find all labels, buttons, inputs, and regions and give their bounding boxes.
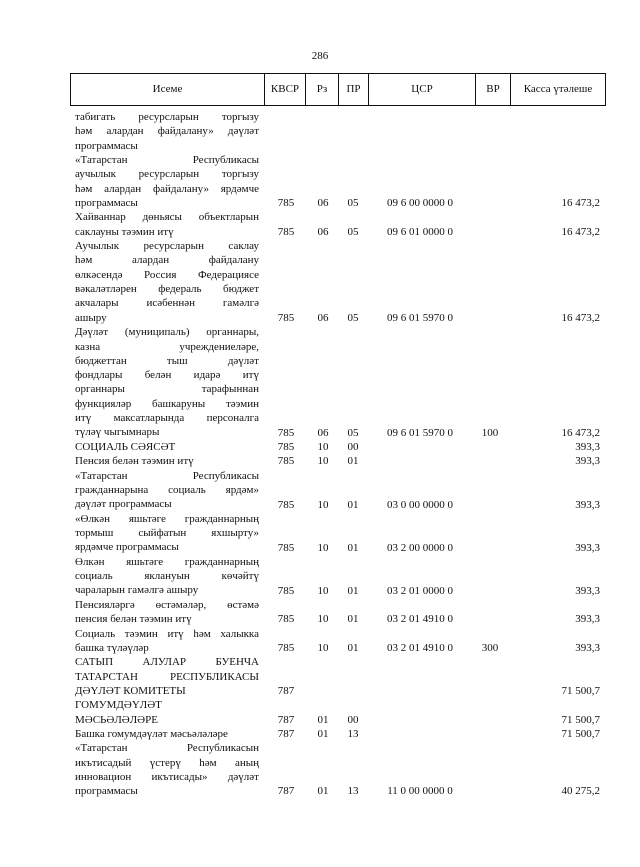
row-rz: 10	[317, 498, 329, 511]
table-row	[0, 454, 640, 468]
row-name-line: «Өлкән яшьтәге гражданнарның	[75, 512, 259, 525]
row-name-line: һәм алардан файдалану» ярдәмче	[75, 182, 259, 195]
row-pr: 00	[347, 713, 359, 726]
row-sum: 16 473,2	[561, 197, 600, 210]
row-csr: 03 2 01 4910 0	[387, 641, 453, 654]
row-name-line: ТАТАРСТАН РЕСПУБЛИКАСЫ	[75, 670, 259, 683]
row-pr: 01	[347, 584, 359, 597]
row-sum: 40 275,2	[561, 785, 600, 798]
row-name-line: фондлары белән идарә итү	[75, 369, 259, 382]
row-name-line: Социаль тәэмин итү һәм халыкка	[75, 627, 259, 640]
row-sum: 16 473,2	[561, 225, 600, 238]
row-sum: 71 500,7	[561, 728, 600, 741]
row-csr: 11 0 00 0000 0	[387, 785, 453, 798]
row-name-line: башка түләүләр	[75, 641, 149, 654]
row-name	[75, 469, 259, 512]
row-name	[75, 655, 259, 698]
row-pr: 01	[347, 613, 359, 626]
table-row	[0, 469, 640, 512]
row-name-line: чараларын гамәлгә ашыру	[75, 584, 199, 597]
row-kvsr: 785	[277, 641, 295, 654]
row-name-line: МӘСЬӘЛӘЛӘРЕ	[75, 713, 158, 726]
row-name-line: саклауны тәэмин итү	[75, 225, 174, 238]
row-rz: 10	[317, 441, 329, 454]
row-pr: 01	[347, 641, 359, 654]
row-name-line: бюджеттан тыш дәүләт	[75, 354, 259, 367]
table-row	[0, 655, 640, 698]
row-rz: 06	[317, 225, 329, 238]
row-rz: 01	[317, 713, 329, 726]
header-name: Исеме	[71, 74, 265, 105]
row-name-line: Өлкән яшьтәге гражданнарның	[75, 555, 259, 568]
row-name-line: икътисадый үстерү һәм аның	[75, 756, 259, 769]
row-name	[75, 110, 259, 153]
table-row	[0, 512, 640, 555]
row-sum: 71 500,7	[561, 685, 600, 698]
row-name-line: органнары тарафыннан	[75, 383, 259, 396]
table-row	[0, 698, 640, 727]
row-rz: 10	[317, 541, 329, 554]
row-kvsr: 787	[277, 713, 295, 726]
row-kvsr: 785	[277, 498, 295, 511]
row-name-line: «Татарстан Республикасы	[75, 469, 259, 482]
row-name-line: табигать ресурсларын торгызу	[75, 111, 259, 123]
table-header	[70, 73, 606, 106]
row-kvsr: 785	[277, 311, 295, 324]
row-name	[75, 210, 259, 239]
row-kvsr: 785	[277, 584, 295, 597]
row-name-line: аучылык ресурсларын торгызу	[75, 168, 259, 181]
table-row	[0, 555, 640, 598]
row-pr: 01	[347, 455, 359, 468]
row-csr: 09 6 01 5970 0	[387, 426, 453, 439]
header-kvsr: КВСР	[265, 74, 306, 105]
row-sum: 393,3	[575, 498, 600, 511]
row-rz: 06	[317, 426, 329, 439]
row-sum: 393,3	[575, 584, 600, 597]
row-csr: 09 6 01 5970 0	[387, 311, 453, 324]
row-sum: 393,3	[575, 455, 600, 468]
row-name-line: ДӘҮЛӘТ КОМИТЕТЫ	[75, 684, 186, 697]
row-csr: 09 6 01 0000 0	[387, 225, 453, 238]
row-name-line: Дәүләт (муниципаль) органнары,	[75, 326, 259, 339]
row-name-line: итү максатларында персоналга	[75, 412, 259, 425]
row-name	[75, 698, 259, 727]
row-pr: 01	[347, 541, 359, 554]
row-csr: 03 0 00 0000 0	[387, 498, 453, 511]
row-name-line: дәүләт программасы	[75, 498, 172, 511]
row-name-line: ашыру	[75, 311, 107, 324]
row-sum: 71 500,7	[561, 713, 600, 726]
row-name-line: өлкәсендә Россия Федерациясе	[75, 268, 259, 281]
row-sum: 393,3	[575, 541, 600, 554]
row-kvsr: 785	[277, 541, 295, 554]
table-row	[0, 440, 640, 454]
row-name	[75, 512, 259, 555]
row-kvsr: 785	[277, 197, 295, 210]
row-kvsr: 785	[277, 225, 295, 238]
row-name-line: «Татарстан Республикасы	[75, 154, 259, 167]
row-name-line: пенсия белән тәэмин итү	[75, 613, 192, 626]
header-pr: ПР	[339, 74, 369, 105]
table-row	[0, 727, 640, 741]
row-rz: 01	[317, 728, 329, 741]
header-vr: ВР	[476, 74, 511, 105]
row-pr: 05	[347, 225, 359, 238]
row-kvsr: 785	[277, 455, 295, 468]
row-pr: 05	[347, 426, 359, 439]
table-row	[0, 741, 640, 798]
row-name-line: Аучылык ресурсларын саклау	[75, 240, 259, 253]
row-name	[75, 555, 259, 598]
row-sum: 393,3	[575, 441, 600, 454]
row-pr: 05	[347, 197, 359, 210]
row-pr: 01	[347, 498, 359, 511]
row-name-line: ярдәмче программасы	[75, 541, 179, 554]
row-name-line: тормыш сыйфатын яхшырту»	[75, 527, 259, 540]
row-name-line: һәм алардан файдалану	[75, 254, 259, 267]
page-number: 286	[311, 50, 329, 62]
table-row	[0, 325, 640, 440]
row-name-line: социаль яклануын көчәйтү	[75, 570, 259, 583]
row-rz: 10	[317, 641, 329, 654]
row-name-line: САТЫП АЛУЛАР БУЕНЧА	[75, 656, 259, 669]
row-name-line: Башка гомумдәүләт мәсьәләләре	[75, 728, 228, 741]
row-name-line: түләү чыгымнары	[75, 426, 160, 439]
header-sum: Касса үтәлеше	[523, 83, 593, 95]
row-rz: 10	[317, 584, 329, 597]
row-sum: 393,3	[575, 613, 600, 626]
row-name	[75, 598, 259, 627]
row-pr: 13	[347, 728, 359, 741]
row-kvsr: 785	[277, 613, 295, 626]
row-name	[75, 153, 259, 210]
row-vr: 100	[481, 426, 499, 439]
row-name	[75, 627, 259, 656]
row-kvsr: 787	[277, 785, 295, 798]
row-sum: 393,3	[575, 641, 600, 654]
row-name-line: программасы	[75, 139, 138, 152]
row-name-line: һәм алардан файдалану» дәүләт	[75, 125, 259, 138]
row-kvsr: 787	[277, 685, 295, 698]
row-name-line: гражданнарына социаль ярдәм»	[75, 484, 259, 497]
header-rz: Рз	[306, 74, 339, 105]
row-name-line: Пенсия белән тәэмин итү	[75, 455, 194, 468]
row-name-line: вәкаләтләрен федераль бюджет	[75, 283, 259, 296]
row-csr: 03 2 00 0000 0	[387, 541, 453, 554]
row-name	[75, 325, 259, 439]
row-name-line: программасы	[75, 785, 138, 798]
table-row	[0, 239, 640, 325]
row-rz: 10	[317, 613, 329, 626]
row-name-line: СОЦИАЛЬ СӘЯСӘТ	[75, 441, 176, 454]
row-kvsr: 785	[277, 426, 295, 439]
row-name	[75, 239, 259, 325]
table-row	[0, 627, 640, 656]
row-sum: 16 473,2	[561, 426, 600, 439]
row-kvsr: 787	[277, 728, 295, 741]
row-pr: 00	[347, 441, 359, 454]
row-kvsr: 785	[277, 441, 295, 454]
table-row	[0, 110, 640, 153]
header-csr: ЦСР	[369, 74, 476, 105]
table-row	[0, 210, 640, 239]
row-name-line: функцияләр башкаруны тәэмин	[75, 397, 259, 410]
table-row	[0, 598, 640, 627]
row-name-line: ГОМУМДӘҮЛӘТ	[75, 699, 162, 712]
row-pr: 13	[347, 785, 359, 798]
row-name	[75, 741, 259, 798]
row-name-line: казна учреждениеләре,	[75, 340, 259, 353]
row-name	[75, 727, 259, 741]
row-name-line: акчалары исәбеннән гамәлгә	[75, 297, 259, 310]
table-row	[0, 153, 640, 210]
row-name-line: инновацион икътисады» дәүләт	[75, 770, 259, 783]
row-csr: 03 2 01 4910 0	[387, 613, 453, 626]
row-vr: 300	[481, 641, 499, 654]
row-rz: 06	[317, 197, 329, 210]
row-rz: 06	[317, 311, 329, 324]
row-name-line: Пенсияләргә өстәмәләр, өстәмә	[75, 598, 259, 611]
row-name-line: Хайваннар дөньясы объектларын	[75, 211, 259, 224]
row-rz: 10	[317, 455, 329, 468]
row-name	[75, 440, 259, 454]
row-rz: 01	[317, 785, 329, 798]
row-pr: 05	[347, 311, 359, 324]
row-name-line: «Татарстан Республикасын	[75, 742, 259, 755]
row-name-line: программасы	[75, 196, 138, 209]
row-sum: 16 473,2	[561, 311, 600, 324]
row-csr: 09 6 00 0000 0	[387, 197, 453, 210]
row-name	[75, 454, 259, 468]
row-csr: 03 2 01 0000 0	[387, 584, 453, 597]
